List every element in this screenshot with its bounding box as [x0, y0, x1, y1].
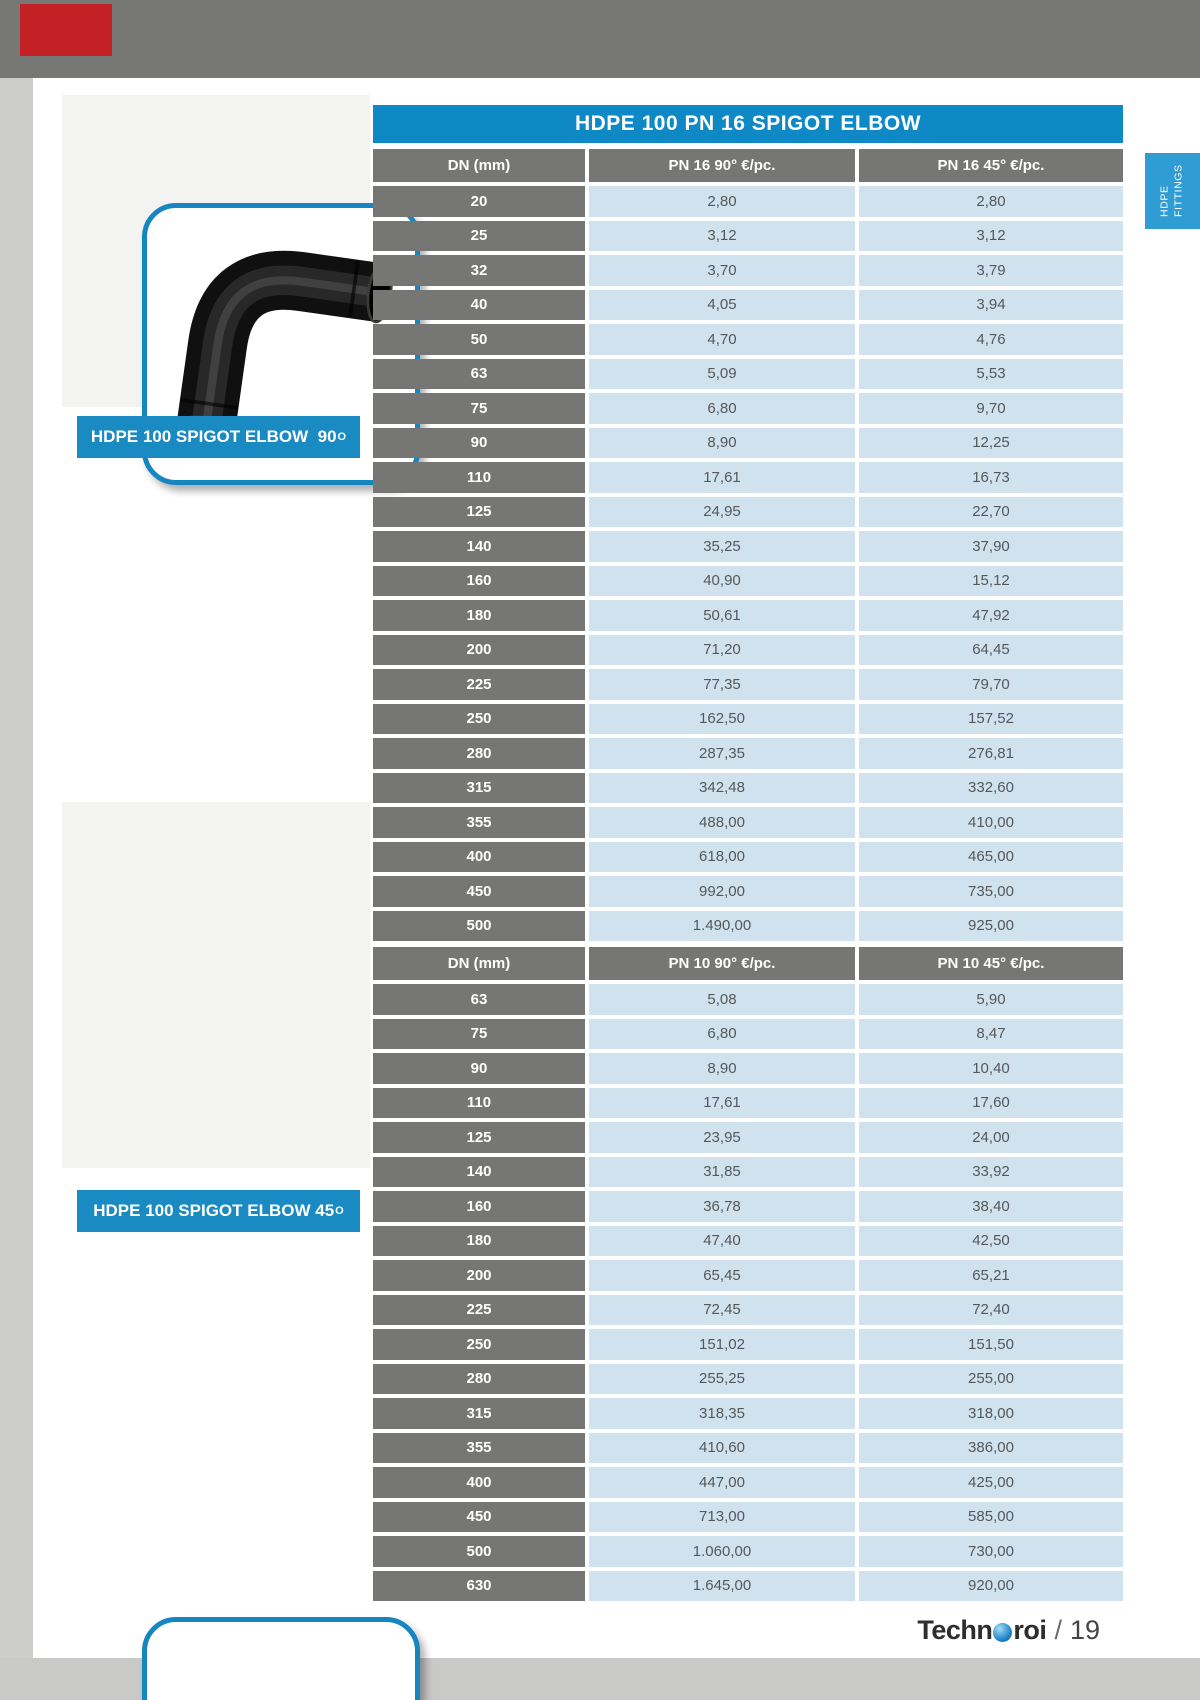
price-cell: 64,45	[859, 635, 1123, 666]
table-header-row	[373, 947, 1123, 980]
caption-text-45: HDPE 100 SPIGOT ELBOW	[93, 1201, 311, 1220]
price-cell: 255,25	[589, 1364, 855, 1395]
header-cell: DN (mm)	[373, 947, 585, 980]
table-row	[373, 1260, 1123, 1291]
price-cell: 23,95	[589, 1122, 855, 1153]
price-cell: 35,25	[589, 531, 855, 562]
dn-cell: 250	[373, 1329, 585, 1360]
dn-cell: 40	[373, 290, 585, 321]
table-row	[373, 221, 1123, 252]
dn-cell: 75	[373, 1019, 585, 1050]
table-row	[373, 1536, 1123, 1567]
price-table-body	[373, 149, 1123, 1601]
product-caption-45: HDPE 100 SPIGOT ELBOW 45 O	[77, 1190, 360, 1232]
product-caption-90: HDPE 100 SPIGOT ELBOW 90 O	[77, 416, 360, 458]
header-cell: DN (mm)	[373, 149, 585, 182]
price-cell: 3,12	[859, 221, 1123, 252]
price-cell: 287,35	[589, 738, 855, 769]
price-cell: 1.645,00	[589, 1571, 855, 1602]
dn-cell: 355	[373, 807, 585, 838]
side-tab-label	[1159, 165, 1186, 218]
table-row	[373, 359, 1123, 390]
price-cell: 24,00	[859, 1122, 1123, 1153]
price-cell: 10,40	[859, 1053, 1123, 1084]
price-cell: 42,50	[859, 1226, 1123, 1257]
price-cell: 8,90	[589, 428, 855, 459]
price-cell: 447,00	[589, 1467, 855, 1498]
price-cell: 5,90	[859, 984, 1123, 1015]
price-cell: 72,40	[859, 1295, 1123, 1326]
page-left-edge	[0, 78, 33, 1700]
price-cell: 4,76	[859, 324, 1123, 355]
price-cell: 40,90	[589, 566, 855, 597]
price-cell: 47,40	[589, 1226, 855, 1257]
product-card-45	[62, 802, 370, 1168]
header-cell: PN 10 90° €/pc.	[589, 947, 855, 980]
globe-icon	[993, 1623, 1012, 1642]
caption-angle-90: 90	[317, 427, 337, 446]
price-cell: 151,50	[859, 1329, 1123, 1360]
table-row	[373, 1329, 1123, 1360]
table-row	[373, 738, 1123, 769]
header-cell: PN 16 90° €/pc.	[589, 149, 855, 182]
price-cell: 342,48	[589, 773, 855, 804]
table-row	[373, 255, 1123, 286]
dn-cell: 20	[373, 186, 585, 217]
dn-cell: 110	[373, 1088, 585, 1119]
price-cell: 6,80	[589, 393, 855, 424]
page-number: 19	[1069, 1615, 1100, 1645]
dn-cell: 63	[373, 984, 585, 1015]
dn-cell: 32	[373, 255, 585, 286]
price-cell: 151,02	[589, 1329, 855, 1360]
header-cell: PN 16 45° €/pc.	[859, 149, 1123, 182]
table-row	[373, 1467, 1123, 1498]
price-cell: 47,92	[859, 600, 1123, 631]
price-cell: 992,00	[589, 876, 855, 907]
table-row	[373, 773, 1123, 804]
dn-cell: 160	[373, 1191, 585, 1222]
table-row	[373, 428, 1123, 459]
side-tab-line2: FITTINGS	[1172, 164, 1185, 218]
dn-cell: 180	[373, 1226, 585, 1257]
price-cell: 730,00	[859, 1536, 1123, 1567]
price-cell: 65,45	[589, 1260, 855, 1291]
price-cell: 37,90	[859, 531, 1123, 562]
page-footer	[917, 1615, 1100, 1646]
dn-cell: 180	[373, 600, 585, 631]
dn-cell: 400	[373, 842, 585, 873]
price-cell: 2,80	[859, 186, 1123, 217]
price-cell: 4,70	[589, 324, 855, 355]
product-card-90	[62, 95, 370, 407]
dn-cell: 500	[373, 911, 585, 942]
table-row	[373, 462, 1123, 493]
dn-cell: 315	[373, 773, 585, 804]
price-cell: 8,90	[589, 1053, 855, 1084]
dn-cell: 280	[373, 738, 585, 769]
dn-cell: 200	[373, 635, 585, 666]
elbow-45-photo	[156, 1642, 406, 1700]
price-cell: 65,21	[859, 1260, 1123, 1291]
price-cell: 162,50	[589, 704, 855, 735]
price-cell: 15,12	[859, 566, 1123, 597]
price-cell: 713,00	[589, 1502, 855, 1533]
price-cell: 38,40	[859, 1191, 1123, 1222]
dn-cell: 450	[373, 876, 585, 907]
dn-cell: 450	[373, 1502, 585, 1533]
price-cell: 4,05	[589, 290, 855, 321]
dn-cell: 25	[373, 221, 585, 252]
price-cell: 5,53	[859, 359, 1123, 390]
dn-cell: 125	[373, 1122, 585, 1153]
dn-cell: 355	[373, 1433, 585, 1464]
dn-cell: 280	[373, 1364, 585, 1395]
price-cell: 3,79	[859, 255, 1123, 286]
table-row	[373, 1226, 1123, 1257]
price-cell: 36,78	[589, 1191, 855, 1222]
table-row	[373, 1502, 1123, 1533]
price-cell: 17,60	[859, 1088, 1123, 1119]
table-row	[373, 704, 1123, 735]
brand-logo-text-2: roi	[1013, 1615, 1047, 1645]
dn-cell: 90	[373, 1053, 585, 1084]
table-row	[373, 393, 1123, 424]
red-corner-mark	[20, 4, 112, 56]
table-row	[373, 984, 1123, 1015]
table-row	[373, 1295, 1123, 1326]
price-cell: 24,95	[589, 497, 855, 528]
price-cell: 22,70	[859, 497, 1123, 528]
dn-cell: 225	[373, 669, 585, 700]
price-cell: 72,45	[589, 1295, 855, 1326]
price-cell: 318,35	[589, 1398, 855, 1429]
price-cell: 5,08	[589, 984, 855, 1015]
table-row	[373, 1571, 1123, 1602]
table-row	[373, 669, 1123, 700]
price-cell: 6,80	[589, 1019, 855, 1050]
dn-cell: 50	[373, 324, 585, 355]
dn-cell: 140	[373, 1157, 585, 1188]
table-row	[373, 1398, 1123, 1429]
price-cell: 276,81	[859, 738, 1123, 769]
page-top-bar	[0, 0, 1200, 78]
price-cell: 920,00	[859, 1571, 1123, 1602]
price-cell: 2,80	[589, 186, 855, 217]
price-cell: 157,52	[859, 704, 1123, 735]
table-row	[373, 1019, 1123, 1050]
price-cell: 9,70	[859, 393, 1123, 424]
price-cell: 3,70	[589, 255, 855, 286]
table-row	[373, 842, 1123, 873]
table-row	[373, 635, 1123, 666]
dn-cell: 400	[373, 1467, 585, 1498]
price-cell: 425,00	[859, 1467, 1123, 1498]
price-cell: 79,70	[859, 669, 1123, 700]
price-cell: 332,60	[859, 773, 1123, 804]
dn-cell: 200	[373, 1260, 585, 1291]
header-cell: PN 10 45° €/pc.	[859, 947, 1123, 980]
price-cell: 585,00	[859, 1502, 1123, 1533]
dn-cell: 110	[373, 462, 585, 493]
table-row	[373, 1191, 1123, 1222]
price-cell: 17,61	[589, 462, 855, 493]
dn-cell: 160	[373, 566, 585, 597]
price-cell: 5,09	[589, 359, 855, 390]
table-row	[373, 290, 1123, 321]
table-row	[373, 1088, 1123, 1119]
price-cell: 925,00	[859, 911, 1123, 942]
caption-text-90: HDPE 100 SPIGOT ELBOW	[90, 427, 309, 446]
dn-cell: 630	[373, 1571, 585, 1602]
table-row	[373, 1433, 1123, 1464]
price-cell: 1.490,00	[589, 911, 855, 942]
table-row	[373, 1122, 1123, 1153]
table-row	[373, 1053, 1123, 1084]
price-cell: 17,61	[589, 1088, 855, 1119]
footer-separator: /	[1054, 1615, 1062, 1645]
price-cell: 465,00	[859, 842, 1123, 873]
table-row	[373, 566, 1123, 597]
price-cell: 3,12	[589, 221, 855, 252]
price-cell: 1.060,00	[589, 1536, 855, 1567]
table-header-row	[373, 149, 1123, 182]
dn-cell: 75	[373, 393, 585, 424]
price-cell: 16,73	[859, 462, 1123, 493]
dn-cell: 250	[373, 704, 585, 735]
brand-logo-text-1: Techn	[917, 1615, 993, 1645]
table-row	[373, 324, 1123, 355]
table-row	[373, 911, 1123, 942]
dn-cell: 140	[373, 531, 585, 562]
price-cell: 50,61	[589, 600, 855, 631]
table-row	[373, 1157, 1123, 1188]
price-cell: 3,94	[859, 290, 1123, 321]
price-cell: 77,35	[589, 669, 855, 700]
price-cell: 488,00	[589, 807, 855, 838]
price-cell: 12,25	[859, 428, 1123, 459]
table-title: HDPE 100 PN 16 SPIGOT ELBOW	[373, 105, 1123, 143]
dn-cell: 315	[373, 1398, 585, 1429]
price-cell: 31,85	[589, 1157, 855, 1188]
price-cell: 255,00	[859, 1364, 1123, 1395]
price-cell: 410,00	[859, 807, 1123, 838]
price-cell: 318,00	[859, 1398, 1123, 1429]
price-cell: 33,92	[859, 1157, 1123, 1188]
price-cell: 618,00	[589, 842, 855, 873]
table-row	[373, 807, 1123, 838]
price-cell: 735,00	[859, 876, 1123, 907]
price-cell: 71,20	[589, 635, 855, 666]
dn-cell: 63	[373, 359, 585, 390]
table-row	[373, 186, 1123, 217]
table-row	[373, 1364, 1123, 1395]
hdpe-fittings-side-tab	[1145, 153, 1200, 229]
price-cell: 8,47	[859, 1019, 1123, 1050]
dn-cell: 225	[373, 1295, 585, 1326]
price-cell: 410,60	[589, 1433, 855, 1464]
table-row	[373, 600, 1123, 631]
dn-cell: 500	[373, 1536, 585, 1567]
price-cell: 386,00	[859, 1433, 1123, 1464]
table-row	[373, 876, 1123, 907]
table-row	[373, 497, 1123, 528]
price-table	[373, 105, 1123, 1601]
table-row	[373, 531, 1123, 562]
dn-cell: 90	[373, 428, 585, 459]
dn-cell: 125	[373, 497, 585, 528]
product-photo-frame-45	[142, 1617, 420, 1700]
side-tab-line1: HDPE	[1158, 185, 1171, 218]
caption-angle-45: 45	[315, 1201, 335, 1220]
